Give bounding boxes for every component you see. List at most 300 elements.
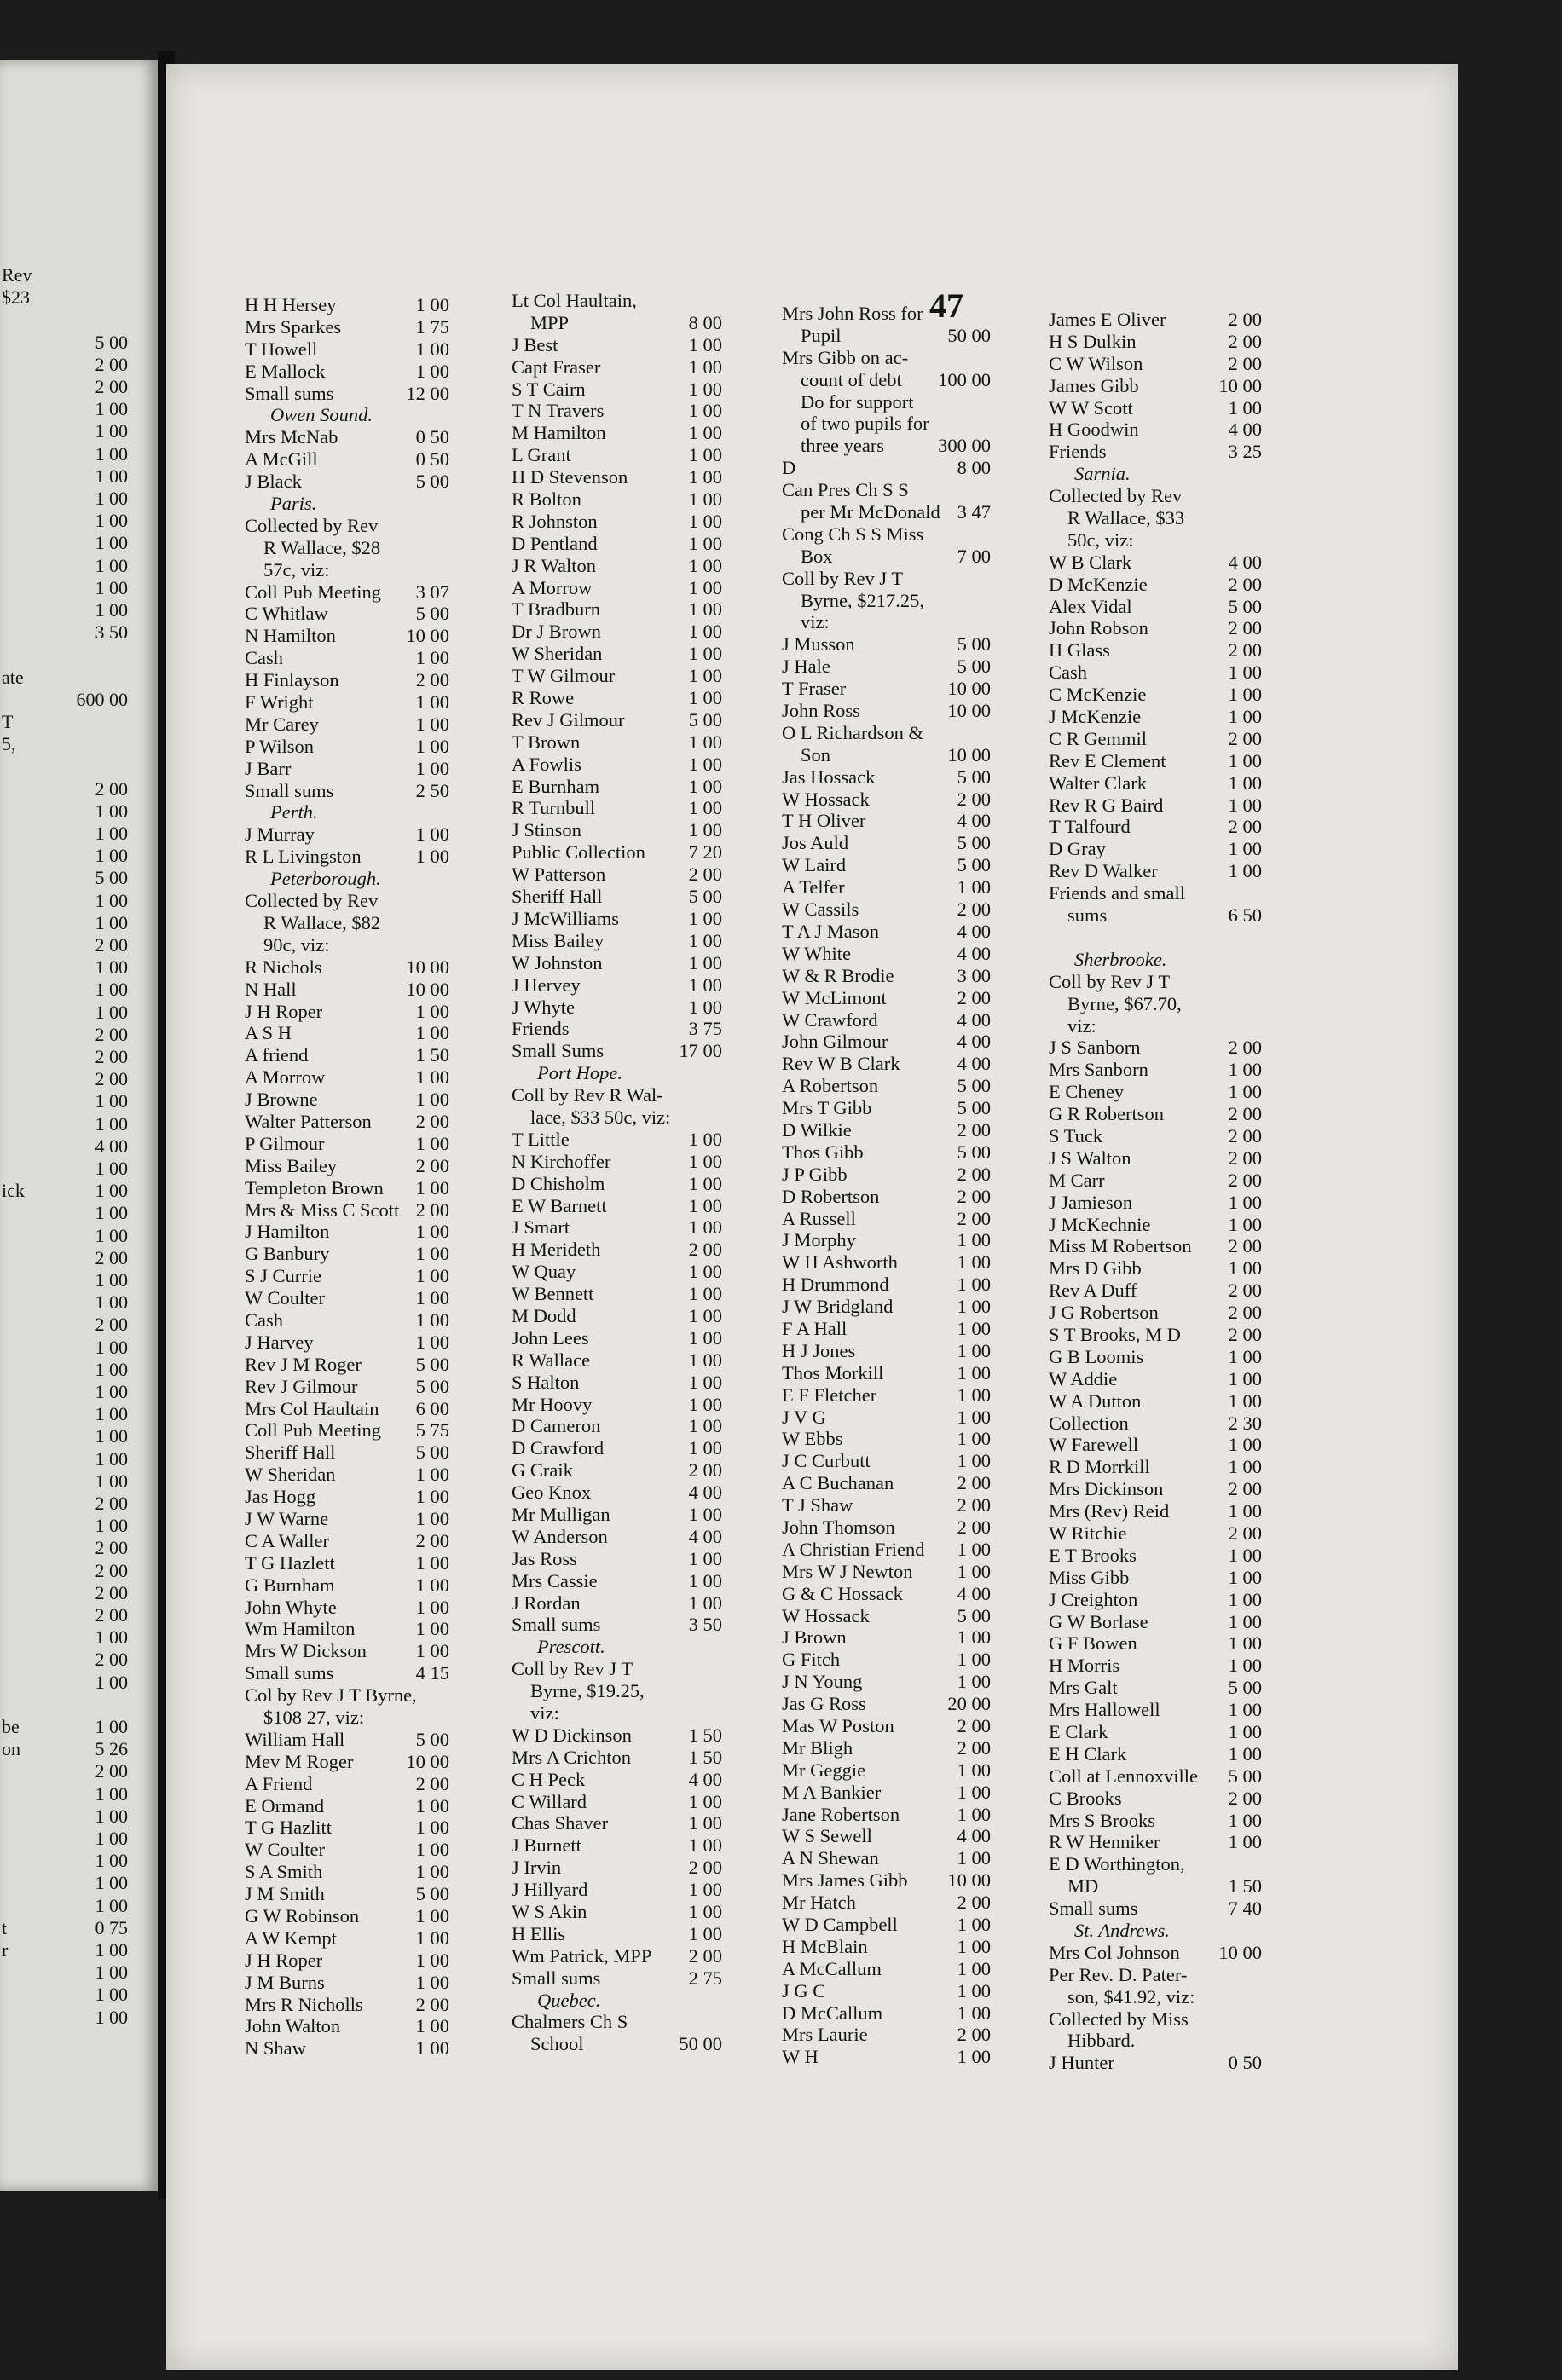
entry-name: P Wilson — [245, 735, 314, 757]
entry-amount: 7 40 — [1228, 1898, 1262, 1920]
entry-name: viz: — [1067, 1014, 1096, 1037]
entry-amount: 1 00 — [688, 819, 722, 841]
entry-amount: 1 00 — [415, 1905, 449, 1927]
entry-name: D Pentland — [512, 532, 598, 554]
entry-amount: 1 00 — [1228, 1191, 1262, 1213]
entry-amount: 1 00 — [1228, 1588, 1262, 1610]
entry-name: J M Burns — [245, 1971, 325, 1993]
entry-amount: 5 00 — [415, 1728, 449, 1750]
entry-amount: 2 00 — [957, 1472, 991, 1494]
entry-name: Small sums — [512, 1967, 601, 1989]
entry-name: G R Robertson — [1049, 1103, 1164, 1125]
entry-amount: 17 00 — [679, 1040, 722, 1062]
entry-row — [1049, 1677, 1262, 1699]
entry-amount: 1 00 — [957, 1847, 991, 1869]
entry-name: J H Roper — [245, 1000, 323, 1022]
entry-name: Son — [801, 743, 831, 765]
entry-amount: 2 00 — [415, 1199, 449, 1221]
entry-name: R Wallace, $82 — [263, 911, 381, 933]
entry-row — [782, 1340, 991, 1362]
entry-amount: 2 00 — [957, 986, 991, 1008]
entry-amount: 1 00 — [688, 1547, 722, 1569]
entry-amount: 2 00 — [1228, 639, 1262, 661]
entry-row — [782, 789, 991, 811]
entry-name: N Shaw — [245, 2037, 306, 2059]
entry-amount: 1 00 — [1228, 1456, 1262, 1478]
entry-amount: 2 00 — [957, 1207, 991, 1229]
entry-row — [245, 537, 449, 559]
entry-row — [245, 846, 449, 868]
entry-row — [782, 1362, 991, 1384]
entry-name: J Browne — [245, 1089, 318, 1111]
entry-name: J McKenzie — [1049, 706, 1142, 728]
entry-row — [245, 1155, 449, 1177]
entry-amount: 2 00 — [1228, 1037, 1262, 1059]
entry-row — [512, 1769, 722, 1791]
entry-amount: 2 00 — [415, 1772, 449, 1794]
entry-row — [1049, 617, 1262, 639]
entry-row — [782, 1539, 991, 1561]
entry-row — [512, 1967, 722, 1990]
entry-amount: 2 00 — [957, 788, 991, 810]
entry-name: James Gibb — [1049, 374, 1139, 396]
left-page-amount: 1 00 — [95, 1782, 128, 1805]
entry-amount: 1 00 — [1228, 1742, 1262, 1765]
entry-name: R W Henniker — [1049, 1831, 1160, 1853]
entry-row — [1049, 375, 1262, 397]
entry-amount: 10 00 — [406, 978, 449, 1000]
entry-name: A McCallum — [782, 1957, 882, 1979]
entry-name: N Hamilton — [245, 625, 336, 647]
entry-name: Rev R G Baird — [1049, 794, 1164, 816]
entry-name: Collection — [1049, 1412, 1129, 1434]
left-page-amount: 4 00 — [95, 1135, 128, 1157]
left-page-line — [0, 1582, 128, 1604]
heading-text: Port Hope. — [537, 1062, 622, 1084]
entry-row — [245, 1133, 449, 1155]
entry-row — [512, 444, 722, 466]
entry-amount: 1 00 — [688, 643, 722, 665]
entry-row — [782, 457, 991, 479]
left-page-amount: 2 00 — [95, 934, 128, 956]
entry-row — [1049, 1192, 1262, 1214]
entry-row — [245, 515, 449, 537]
entry-amount: 1 00 — [415, 1331, 449, 1353]
entry-row — [1049, 1346, 1262, 1368]
location-heading — [1049, 949, 1262, 971]
left-page-amount: 2 00 — [95, 1023, 128, 1045]
left-page-line — [0, 1068, 128, 1090]
entry-name: Mrs T Gibb — [782, 1097, 872, 1119]
entry-row — [245, 647, 449, 669]
entry-amount: 4 00 — [688, 1525, 722, 1547]
left-page-line — [0, 644, 128, 666]
entry-name: MD — [1067, 1875, 1099, 1898]
heading-text: Prescott. — [537, 1636, 605, 1658]
entry-row — [782, 391, 991, 413]
entry-amount: 1 00 — [1228, 1699, 1262, 1721]
entry-amount: 1 00 — [688, 1194, 722, 1216]
entry-amount: 1 00 — [1228, 1434, 1262, 1456]
entry-name: E Mallock — [245, 360, 326, 382]
entry-amount: 2 00 — [1228, 352, 1262, 374]
entry-amount: 1 00 — [415, 1176, 449, 1199]
left-page-amount: 1 00 — [95, 1716, 128, 1737]
entry-amount: 50 00 — [947, 324, 991, 346]
entry-row — [1049, 1655, 1262, 1677]
left-page-line — [0, 286, 128, 309]
entry-name: Rev E Clement — [1049, 749, 1166, 771]
entry-amount: 1 00 — [415, 1927, 449, 1949]
left-page-amount: 1 00 — [95, 442, 128, 465]
entry-name: W Crawford — [782, 1008, 878, 1031]
entry-row — [512, 1283, 722, 1305]
entry-row — [512, 819, 722, 841]
entry-row — [1049, 772, 1262, 794]
entry-row — [512, 1791, 722, 1813]
entry-row — [1049, 1059, 1262, 1081]
entry-row — [512, 1437, 722, 1459]
entry-amount: 2 00 — [957, 2024, 991, 2046]
left-page-line — [0, 1672, 128, 1694]
entry-name: S Halton — [512, 1371, 580, 1393]
entry-amount: 5 00 — [957, 1075, 991, 1097]
entry-row — [782, 1229, 991, 1251]
entry-row — [782, 1318, 991, 1340]
entry-row — [1049, 441, 1262, 463]
entry-row — [512, 1239, 722, 1261]
entry-name: T G Hazlett — [245, 1551, 335, 1574]
left-page-line — [0, 2007, 128, 2029]
entry-amount: 1 00 — [688, 731, 722, 753]
entry-amount: 1 00 — [415, 713, 449, 735]
entry-row — [1049, 1456, 1262, 1478]
entry-row — [1049, 309, 1262, 331]
entry-name: James E Oliver — [1049, 309, 1166, 330]
entry-amount: 1 00 — [1228, 1809, 1262, 1831]
entry-amount: 1 00 — [1228, 749, 1262, 771]
entry-amount: 1 00 — [1228, 1389, 1262, 1412]
entry-row — [782, 568, 991, 590]
entry-name: John Gilmour — [782, 1031, 888, 1053]
left-page-line — [0, 823, 128, 845]
entry-name: J N Young — [782, 1671, 863, 1693]
entry-row — [245, 691, 449, 713]
entry-row — [245, 338, 449, 361]
entry-row — [782, 1031, 991, 1053]
entry-row — [512, 2033, 722, 2055]
column-1 — [245, 294, 449, 2059]
entry-name: Coll by Rev J T — [782, 567, 904, 589]
entry-name: E W Barnett — [512, 1194, 607, 1216]
entry-row — [512, 1812, 722, 1834]
entry-row — [512, 1372, 722, 1394]
entry-amount: 2 00 — [957, 898, 991, 921]
entry-name: C Brooks — [1049, 1787, 1122, 1809]
left-page-amount: 5 00 — [95, 867, 128, 889]
entry-row — [245, 1618, 449, 1640]
heading-text: Peterborough. — [270, 868, 381, 890]
entry-name: $108 27, viz: — [263, 1707, 365, 1728]
left-page-line — [0, 1917, 128, 1939]
entry-row — [782, 435, 991, 457]
entry-name: W White — [782, 942, 852, 964]
entry-name: H Ellis — [512, 1922, 566, 1944]
entry-name: E D Worthington, — [1049, 1853, 1185, 1875]
entry-amount: 2 00 — [1228, 1103, 1262, 1125]
entry-row — [1049, 1081, 1262, 1103]
left-page-line — [0, 510, 128, 532]
entry-name: C Whitlaw — [245, 603, 328, 625]
entry-name: Miss Bailey — [245, 1154, 338, 1176]
entry-name: R Johnston — [512, 510, 598, 532]
left-page-text: t — [2, 1916, 8, 1938]
entry-row — [1049, 1632, 1262, 1655]
entry-name: T Brown — [512, 731, 581, 753]
left-page-line — [0, 599, 128, 621]
left-page-text: T — [2, 711, 14, 732]
entry-row — [782, 347, 991, 369]
entry-amount: 1 00 — [415, 1971, 449, 1993]
left-page-line — [0, 1381, 128, 1403]
entry-name: Jas G Ross — [782, 1693, 866, 1715]
entry-amount: 1 00 — [1228, 1655, 1262, 1677]
entry-name: W McLimont — [782, 986, 887, 1008]
entry-name: H J Jones — [782, 1339, 856, 1361]
left-page-amount: 1 00 — [95, 800, 128, 822]
entry-amount: 1 00 — [957, 1406, 991, 1428]
entry-amount: 2 00 — [957, 1736, 991, 1759]
entry-amount: 1 00 — [1228, 1721, 1262, 1742]
entry-amount: 1 50 — [415, 1044, 449, 1066]
entry-row — [245, 1464, 449, 1486]
entry-amount: 1 00 — [415, 1574, 449, 1596]
left-page-amount: 1 00 — [95, 1470, 128, 1492]
entry-name: Small sums — [245, 779, 334, 801]
entry-amount: 4 00 — [1228, 419, 1262, 441]
entry-name: R L Livingston — [245, 846, 362, 868]
left-page-line — [0, 845, 128, 867]
entry-row — [1049, 684, 1262, 706]
left-page-amount: 1 00 — [95, 1961, 128, 1984]
entry-name: viz: — [530, 1702, 559, 1724]
entry-name: Thos Morkill — [782, 1361, 884, 1384]
entry-name: John Lees — [512, 1326, 589, 1349]
entry-name: L Grant — [512, 444, 571, 466]
entry-amount: 1 00 — [415, 1839, 449, 1861]
entry-name: Mrs Gibb on ac- — [782, 346, 909, 368]
entry-name: W Addie — [1049, 1367, 1118, 1389]
entry-amount: 1 00 — [688, 1304, 722, 1326]
entry-name: Wm Patrick, MPP — [512, 1944, 652, 1967]
entry-amount: 1 00 — [1228, 1544, 1262, 1566]
entry-row — [245, 1376, 449, 1398]
entry-amount: 1 00 — [957, 1957, 991, 1979]
entry-row — [1049, 1280, 1262, 1302]
entry-amount: 1 00 — [415, 294, 449, 315]
entry-amount: 2 00 — [688, 1944, 722, 1967]
entry-name: Mrs S Brooks — [1049, 1809, 1156, 1831]
entry-name: Box — [801, 545, 833, 567]
entry-amount: 1 00 — [957, 1803, 991, 1825]
entry-row — [1049, 1765, 1262, 1788]
entry-amount: 10 00 — [406, 1750, 449, 1772]
entry-name: M A Bankier — [782, 1781, 882, 1803]
left-page-line — [0, 264, 128, 286]
entry-name: John Walton — [245, 2015, 341, 2037]
entry-amount: 1 50 — [1228, 1875, 1262, 1898]
entry-name: A Christian Friend — [782, 1538, 925, 1560]
entry-amount: 2 00 — [1228, 1478, 1262, 1500]
entry-row — [512, 996, 722, 1019]
entry-row — [782, 678, 991, 700]
entry-row — [245, 1508, 449, 1530]
location-heading — [512, 1990, 722, 2012]
entry-amount: 1 00 — [415, 338, 449, 360]
entry-row — [1049, 1942, 1262, 1964]
entry-row — [512, 1195, 722, 1217]
entry-name: J Harvey — [245, 1331, 314, 1353]
entry-row — [245, 912, 449, 934]
entry-name: Alex Vidal — [1049, 595, 1132, 617]
entry-name: H Finlayson — [245, 669, 339, 691]
entry-name: sums — [1067, 904, 1108, 927]
entry-row — [245, 758, 449, 780]
entry-name: Coll by Rev J T — [1049, 970, 1171, 992]
entry-row — [245, 1839, 449, 1861]
entry-name: E Ormand — [245, 1794, 325, 1817]
entry-name: per Mr McDonald — [801, 501, 940, 523]
entry-amount: 5 00 — [957, 656, 991, 678]
entry-row — [245, 780, 449, 802]
entry-name: Walter Clark — [1049, 771, 1148, 794]
left-page-amount: 1 00 — [95, 1872, 128, 1894]
entry-row — [512, 1018, 722, 1040]
entry-amount: 0 50 — [415, 448, 449, 471]
entry-row — [245, 1640, 449, 1662]
entry-row — [512, 488, 722, 511]
entry-name: Miss M Robertson — [1049, 1235, 1192, 1257]
left-page-amount: 1 00 — [95, 1515, 128, 1537]
entry-name: Jas Hogg — [245, 1486, 316, 1508]
entry-row — [245, 1001, 449, 1023]
entry-name: W Ebbs — [782, 1428, 843, 1450]
entry-row — [782, 1782, 991, 1804]
entry-name: D Chisholm — [512, 1172, 605, 1194]
entry-name: D Crawford — [512, 1437, 605, 1459]
entry-row — [512, 864, 722, 886]
entry-row — [1049, 1257, 1262, 1280]
entry-row — [245, 1486, 449, 1508]
entry-row — [512, 1923, 722, 1945]
entry-row — [1049, 706, 1262, 728]
entry-row — [782, 1869, 991, 1892]
entry-amount: 1 00 — [415, 1486, 449, 1508]
left-page-line — [0, 1604, 128, 1626]
entry-amount: 1 00 — [957, 1450, 991, 1472]
entry-row — [782, 1075, 991, 1097]
entry-name: J C Curbutt — [782, 1450, 871, 1472]
entry-amount: 1 00 — [415, 691, 449, 713]
entry-amount: 4 00 — [688, 1768, 722, 1790]
left-page-line — [0, 1448, 128, 1470]
location-heading — [245, 801, 449, 823]
entry-row — [782, 1936, 991, 1958]
entry-row — [245, 669, 449, 691]
entry-amount: 1 00 — [1228, 860, 1262, 882]
left-page-amount: 1 00 — [95, 554, 128, 576]
entry-row — [512, 1106, 722, 1129]
left-page-line — [0, 1314, 128, 1336]
left-page-amount: 1 00 — [95, 1269, 128, 1291]
entry-amount: 1 00 — [957, 1560, 991, 1582]
entry-row — [782, 1847, 991, 1869]
entry-amount: 4 00 — [957, 1825, 991, 1847]
entry-row — [782, 1472, 991, 1494]
entry-amount: 3 07 — [415, 581, 449, 603]
entry-name: Mas W Poston — [782, 1715, 894, 1736]
entry-name: R Nichols — [245, 956, 322, 978]
entry-row — [1049, 1611, 1262, 1633]
left-page-line — [0, 376, 128, 398]
entry-name: G Burnham — [245, 1574, 335, 1596]
entry-amount: 100 00 — [938, 368, 991, 390]
entry-name: Jas Ross — [512, 1547, 577, 1569]
entry-row — [245, 1751, 449, 1773]
entry-name: J Hale — [782, 656, 830, 678]
entry-name: Byrne, $19.25, — [530, 1680, 645, 1702]
entry-amount: 5 00 — [688, 708, 722, 731]
entry-name: lace, $33 50c, viz: — [530, 1106, 671, 1128]
entry-amount: 1 00 — [957, 1361, 991, 1384]
entry-row — [245, 1332, 449, 1354]
entry-name: J S Walton — [1049, 1147, 1131, 1169]
entry-name: R Rowe — [512, 687, 575, 709]
entry-name: Per Rev. D. Pater- — [1049, 1963, 1188, 1985]
entry-row — [512, 731, 722, 754]
left-page-text: on — [2, 1738, 20, 1760]
entry-row — [512, 1724, 722, 1747]
entry-row — [1049, 419, 1262, 441]
entry-name: H McBlain — [782, 1935, 868, 1957]
entry-name: J Barr — [245, 757, 292, 779]
left-page-line — [0, 555, 128, 577]
entry-row — [245, 1243, 449, 1265]
left-page-line — [0, 667, 128, 689]
entry-amount: 1 00 — [688, 1128, 722, 1150]
entry-row — [782, 1407, 991, 1429]
entry-row — [1049, 816, 1262, 838]
entry-name: J Whyte — [512, 996, 575, 1018]
entry-name: W Anderson — [512, 1525, 608, 1547]
left-page-line — [0, 354, 128, 376]
entry-name: M Dodd — [512, 1304, 576, 1326]
entry-amount: 1 00 — [688, 444, 722, 466]
entry-amount: 1 00 — [415, 1089, 449, 1111]
entry-amount: 1 00 — [688, 1261, 722, 1283]
left-page-amount: 1 00 — [95, 889, 128, 911]
left-page-text: Rev — [2, 264, 32, 286]
entry-amount: 1 00 — [688, 1569, 722, 1591]
entry-name: J Brown — [782, 1626, 847, 1649]
entry-row — [1049, 552, 1262, 574]
entry-row — [512, 709, 722, 731]
entry-name: J Stinson — [512, 819, 581, 841]
entry-name: Mrs R Nicholls — [245, 1993, 363, 2015]
entry-amount: 2 00 — [1228, 1147, 1262, 1169]
left-page-line — [0, 979, 128, 1001]
entry-row — [512, 1680, 722, 1702]
